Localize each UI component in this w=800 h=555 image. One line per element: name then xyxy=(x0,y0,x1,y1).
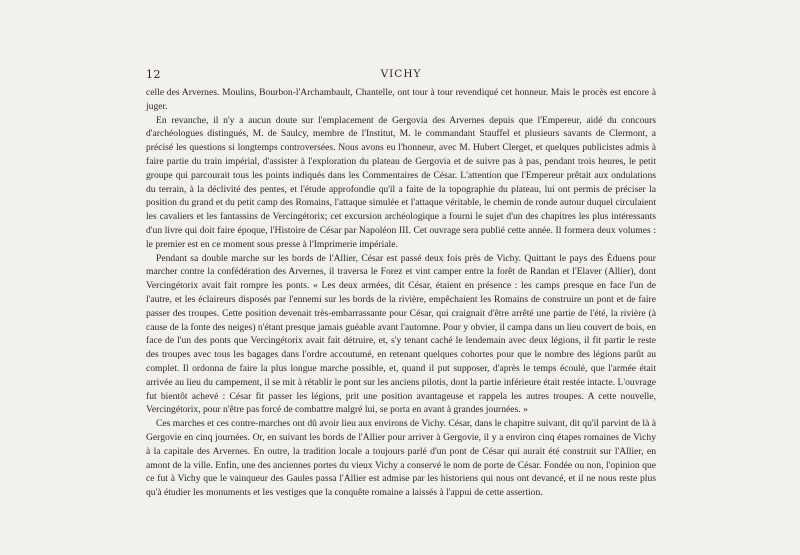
running-title: VICHY xyxy=(380,68,422,80)
paragraph-3: Pendant sa double marche sur les bords de l'Allier, César est passé deux fois près de Vichy. Quittant le pays des Éduens pour marcher contre la confédération des Arvernes, il traversa le Forez et vint camper entre la forêt de Randan et l'Elaver (Allier), dont Vercingétorix avait fait rompre les ponts. « Les deux armées, dit César, étaient en présence : les camps presque en face l'un de l'autre, et les éclaireurs disposés par l'ennemi sur les bords de la rivière, empêchaient les Romains de construire un pont et de faire passer des troupes. Cette position devenait très-embarrassante pour César, qui craignait d'être arrêté une partie de l'été, la rivière (à cause de la fonte des neiges) n'étant presque jamais guéable avant l'automne. Pour y obvier, il campa dans un lieu couvert de bois, en face de l'un des ponts que Vercingétorix avait fait détruire, et, s'y tenant caché le lendemain avec deux légions, il fit partir le reste des troupes avec tous les bagages dans l'ordre accoutumé, en retenant quelques cohortes pour que le nombre des légions parût au complet. Il ordonna de faire la plus longue marche possible, et, quand il put supposer, d'après le temps écoulé, que l'armée était arrivée au lieu du campement, il se mit à rétablir le pont sur les anciens pilotis, dont la partie inférieure était restée intacte. L'ouvrage fut bientôt achevé : César fit passer les légions, prit une position avantageuse et rappela les autres troupes. A cette nouvelle, Vercingétorix, pour n'être pas forcé de combattre malgré lui, se porta en avant à grandes journées. » xyxy=(146,252,656,416)
body-text xyxy=(146,86,656,500)
paragraph-4: Ces marches et ces contre-marches ont dû avoir lieu aux environs de Vichy. César, dans le chapitre suivant, dit qu'il parvint de là à Gergovie en cinq journées. Or, en suivant les bords de l'Allier pour arriver à Gergovie, il y a environ cinq étapes romaines de Vichy à la capitale des Arvernes. En outre, la tradition locale a toujours parlé d'un pont de César qui aurait été construit sur l'Allier, en amont de la ville. Enfin, une des anciennes portes du vieux Vichy a conservé le nom de porte de César. Fondée ou non, l'opinion que ce fut à Vichy que le vainqueur des Gaules passa l'Allier est admise par les historiens qui nous ont devancé, et il ne nous reste plus qu'à étudier les monuments et les vestiges que la conquête romaine a laissés à l'appui de cette assertion. xyxy=(146,418,656,499)
paragraph-1: celle des Arvernes. Moulins, Bourbon-l'Archambault, Chantelle, ont tour à tour revendiqué cet honneur. Mais le procès est encore à juger. xyxy=(146,87,656,112)
page-number: 12 xyxy=(146,68,161,81)
page-header xyxy=(146,68,656,84)
paragraph-2: En revanche, il n'y a aucun doute sur l'emplacement de Gergovia des Arvernes depuis que l'Empereur, aidé du concours d'archéologues distingués, M. de Saulcy, membre de l'Institut, M. le commandant Stauffel et plusieurs savants de Clermont, a précisé les questions si longtemps controversées. Nous avons eu l'honneur, avec M. Hubert Clerget, et quelques publicistes admis à faire partie du train impérial, d'assister à l'exploration du plateau de Gergovia et de suivre pas à pas, pendant trois heures, le petit groupe qui parcourait tous les points indiqués dans les Commentaires de César. L'attention que l'Empereur prêtait aux ondulations du terrain, à la déclivité des pentes, et l'étude approfondie qu'il a faite de la topographie du plateau, lui ont permis de préciser la position du grand et du petit camp des Romains, l'attaque simulée et l'attaque véritable, le chemin de ronde autour duquel circulaient les cavaliers et les fantassins de Vercingétorix; cet excursion archéologique a fourni le sujet d'un des chapitres les plus intéressants d'un livre qui doit faire époque, l'Histoire de César par Napoléon III. Cet ouvrage sera publié cette année. Il formera deux volumes : le premier est en ce moment sous presse à l'Imprimerie impériale. xyxy=(146,114,656,250)
